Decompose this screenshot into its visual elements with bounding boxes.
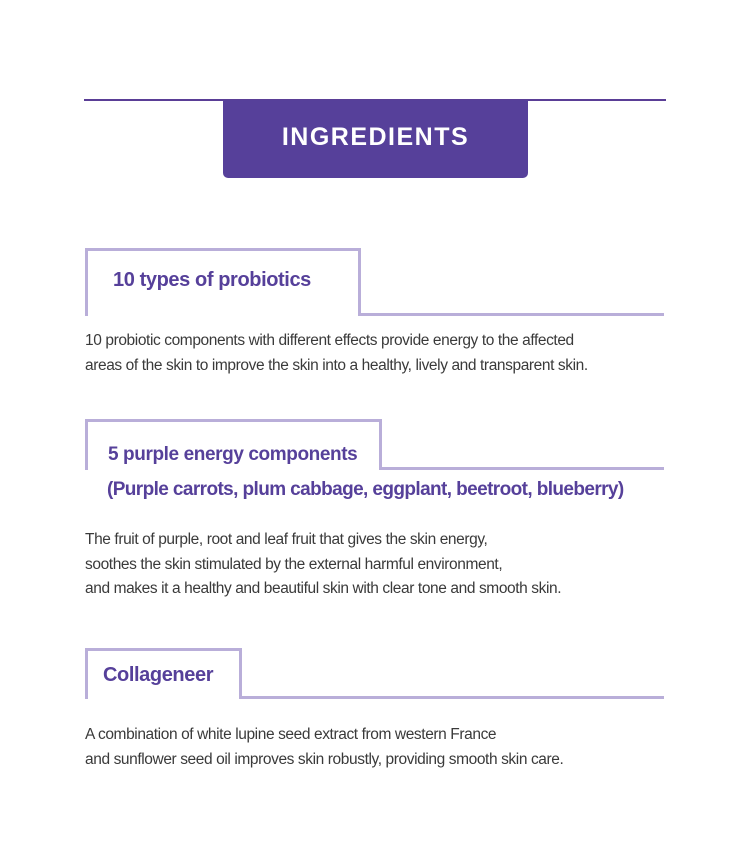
- section-description-purple-energy: [85, 528, 561, 602]
- description-line: 10 probiotic components with different effects provide energy to the affected: [85, 332, 574, 349]
- section-rule-collageneer: [239, 696, 664, 699]
- description-line: and makes it a healthy and beautiful skin with clear tone and smooth skin.: [85, 580, 562, 597]
- section-rule-purple-energy: [379, 467, 664, 470]
- description-line: and sunflower seed oil improves skin robustly, providing smooth skin care.: [85, 750, 564, 768]
- section-description-probiotics: [85, 329, 588, 378]
- description-line: soothes the skin stimulated by the external harmful environment,: [85, 555, 503, 573]
- page-title: INGREDIENTS: [281, 122, 470, 151]
- description-line: The fruit of purple, root and leaf fruit that gives the skin energy,: [85, 531, 488, 548]
- section-description-collageneer: [85, 723, 563, 772]
- description-line: areas of the skin to improve the skin into a healthy, lively and transparent skin.: [85, 356, 588, 374]
- section-title-purple-energy: 5 purple energy components: [108, 444, 358, 465]
- section-rule-probiotics: [358, 313, 664, 316]
- section-title-probiotics: 10 types of probiotics: [113, 269, 311, 291]
- section-subtitle-purple-energy: (Purple carrots, plum cabbage, eggplant, beetroot, blueberry): [107, 479, 624, 500]
- description-line: A combination of white lupine seed extract from western France: [85, 726, 497, 743]
- section-title-collageneer: Collageneer: [103, 664, 214, 686]
- header-banner: [223, 100, 528, 178]
